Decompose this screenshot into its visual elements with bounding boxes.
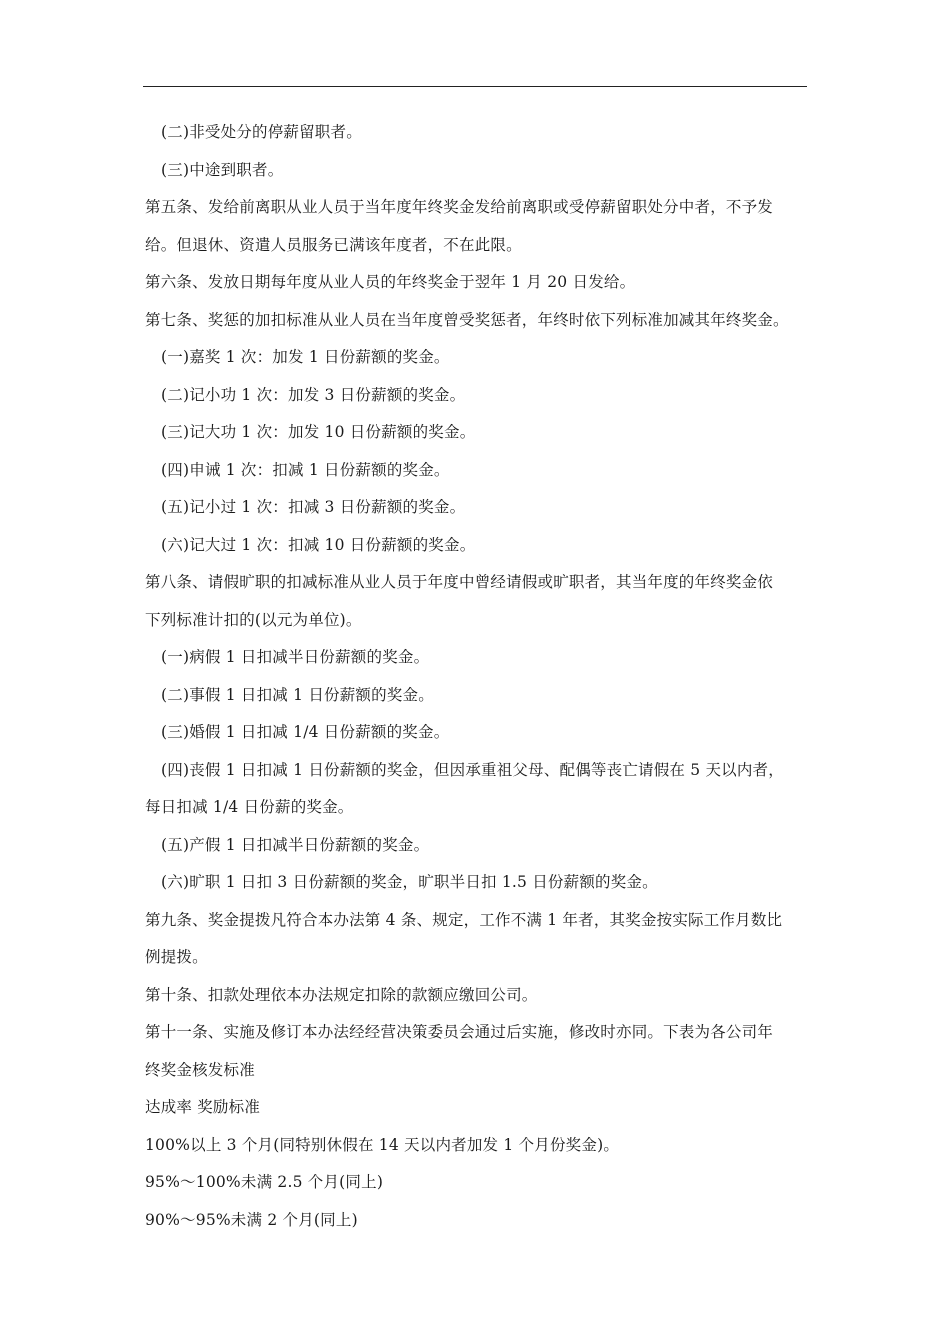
text-line: 第九条、奖金提拨凡符合本办法第 4 条、规定，工作不满 1 年者，其奖金按实际工作月数比	[145, 910, 783, 929]
text-line: (一)嘉奖 1 次：加发 1 日份薪额的奖金。	[161, 348, 450, 366]
text-line: 第七条、奖惩的加扣标准从业人员在当年度曾受奖惩者，年终时依下列标准加减其年终奖金。	[145, 310, 789, 329]
text-line: (三)中途到职者。	[161, 160, 284, 179]
text-line: (一)病假 1 日扣减半日份薪额的奖金。	[161, 648, 430, 666]
text-line: (五)记小过 1 次：扣减 3 日份薪额的奖金。	[161, 498, 466, 516]
text-line: 下列标准计扣的(以元为单位)。	[145, 610, 362, 629]
text-line: 给。但退休、资遣人员服务已满该年度者，不在此限。	[145, 235, 522, 254]
header-rule	[143, 86, 807, 87]
text-line: (四)丧假 1 日扣减 1 日份薪额的奖金，但因承重祖父母、配偶等丧亡请假在 5 天以内者，	[161, 760, 784, 779]
text-line: 100%以上 3 个月(同特别休假在 14 天以内者加发 1 个月份奖金)。	[145, 1135, 620, 1154]
text-line: 第五条、发给前离职从业人员于当年度年终奖金发给前离职或受停薪留职处分中者，不予发	[145, 198, 774, 216]
text-line: 终奖金核发标准	[145, 1060, 255, 1079]
text-line: (三)记大功 1 次：加发 10 日份薪额的奖金。	[161, 423, 476, 441]
document-body	[145, 114, 809, 1239]
text-line: (二)非受处分的停薪留职者。	[161, 123, 362, 141]
text-line: 第十一条、实施及修订本办法经经营决策委员会通过后实施，修改时亦同。下表为各公司年	[145, 1023, 774, 1041]
text-line: (六)旷职 1 日扣 3 日份薪额的奖金，旷职半日扣 1.5 日份薪额的奖金。	[161, 873, 658, 891]
text-line: (二)事假 1 日扣减 1 日份薪额的奖金。	[161, 685, 434, 704]
text-line: 每日扣减 1/4 日份薪的奖金。	[145, 798, 354, 816]
text-line: (四)申诫 1 次：扣减 1 日份薪额的奖金。	[161, 460, 450, 479]
text-line: (二)记小功 1 次：加发 3 日份薪额的奖金。	[161, 385, 466, 404]
text-line: 90%～95%未满 2 个月(同上)	[145, 1210, 358, 1229]
text-line: (五)产假 1 日扣减半日份薪额的奖金。	[161, 835, 430, 854]
text-line: (六)记大过 1 次：扣减 10 日份薪额的奖金。	[161, 535, 476, 554]
text-line: 95%～100%未满 2.5 个月(同上)	[145, 1173, 384, 1191]
text-line: (三)婚假 1 日扣减 1/4 日份薪额的奖金。	[161, 723, 450, 741]
text-line: 第六条、发放日期每年度从业人员的年终奖金于翌年 1 月 20 日发给。	[145, 273, 636, 291]
text-line: 第八条、请假旷职的扣减标准从业人员于年度中曾经请假或旷职者，其当年度的年终奖金依	[145, 573, 774, 591]
text-line: 例提拨。	[145, 948, 208, 966]
text-line: 第十条、扣款处理依本办法规定扣除的款额应缴回公司。	[145, 985, 538, 1004]
text-line: 达成率 奖励标准	[145, 1098, 261, 1116]
